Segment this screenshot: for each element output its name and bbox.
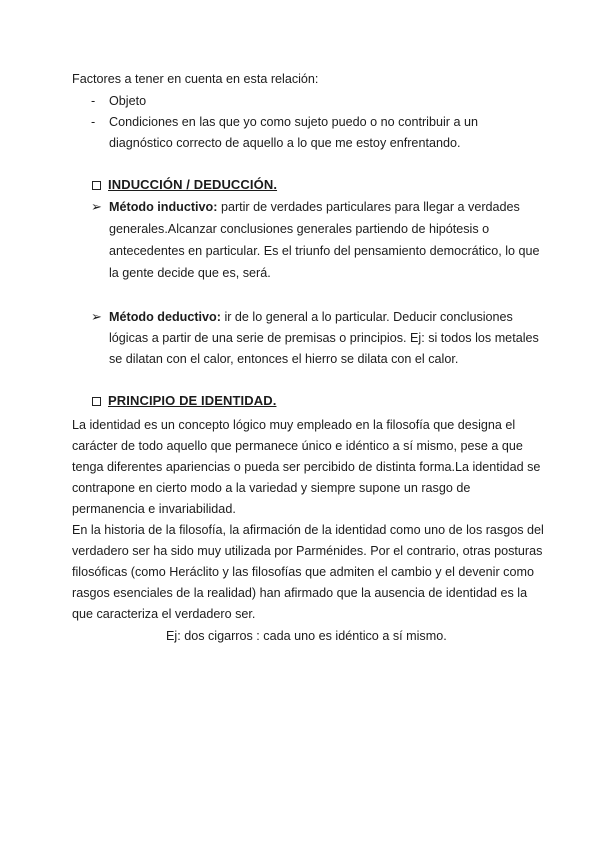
identidad-p2-line5: que caracteriza el verdadero ser. xyxy=(72,607,256,621)
deductivo-text: ir de lo general a lo particular. Deducir conclusiones xyxy=(224,310,513,324)
identidad-p2-line2: verdadero ser ha sido muy utilizada por Parménides. Por el contrario, otras posturas xyxy=(72,544,543,558)
checkbox-square-icon xyxy=(92,181,101,190)
deductivo-line1 xyxy=(109,309,513,325)
identidad-p1-line5: permanencia e invariabilidad. xyxy=(72,502,236,516)
arrow-bullet-icon: ➢ xyxy=(91,199,102,214)
checkbox-square-icon xyxy=(92,397,101,406)
bullet-dash: - xyxy=(91,94,96,108)
arrow-bullet-icon: ➢ xyxy=(91,309,102,324)
identidad-p1-line2: carácter de todo aquello que permanece único e idéntico a sí mismo, pese a que xyxy=(72,439,523,453)
identidad-p2-line1: En la historia de la filosofía, la afirmación de la identidad como uno de los rasgos del xyxy=(72,523,544,537)
identidad-p2-line3: filosóficas (como Heráclito y las filosofías que admiten el cambio y el devenir como xyxy=(72,565,534,579)
deductivo-line3: se dilatan con el calor, entonces el hierro se dilata con el calor. xyxy=(109,352,459,366)
deductivo-term: Método deductivo: xyxy=(109,310,221,324)
inductivo-line2: generales.Alcanzar conclusiones generales partiendo de hipótesis o xyxy=(109,222,490,236)
bullet-objeto: Objeto xyxy=(109,94,147,108)
inductivo-line3: antecedentes en particular. Es el triunfo del pensamiento democrático, lo que xyxy=(109,244,540,258)
deductivo-line2: lógicas a partir de una serie de premisas o principios. Ej: si todos los metales xyxy=(109,331,539,345)
section-heading-induccion: INDUCCIÓN / DEDUCCIÓN. xyxy=(108,177,278,192)
intro-heading: Factores a tener en cuenta en esta relación: xyxy=(72,72,319,86)
identidad-p1-line4: contrapone en cierto modo a la variedad y siempre supone un rasgo de xyxy=(72,481,471,495)
inductivo-term: Método inductivo: xyxy=(109,200,218,214)
inductivo-line4: la gente decide que es, será. xyxy=(109,266,271,280)
identidad-p1-line1: La identidad es un concepto lógico muy empleado en la filosofía que designa el xyxy=(72,418,516,432)
inductivo-line1 xyxy=(109,199,520,215)
section-heading-identidad: PRINCIPIO DE IDENTIDAD. xyxy=(108,393,277,408)
bullet-condiciones-line2: diagnóstico correcto de aquello a lo que me estoy enfrentando. xyxy=(109,136,461,150)
bullet-dash: - xyxy=(91,115,96,129)
identidad-p1-line3: tenga diferentes apariencias o pueda ser percibido de distinta forma.La identidad se xyxy=(72,460,541,474)
identidad-example: Ej: dos cigarros : cada uno es idéntico a sí mismo. xyxy=(166,629,447,643)
identidad-p2-line4: rasgos esenciales de la realidad) han afirmado que la ausencia de identidad es la xyxy=(72,586,528,600)
inductivo-text: partir de verdades particulares para llegar a verdades xyxy=(220,200,520,214)
bullet-condiciones-line1: Condiciones en las que yo como sujeto puedo o no contribuir a un xyxy=(109,115,478,129)
